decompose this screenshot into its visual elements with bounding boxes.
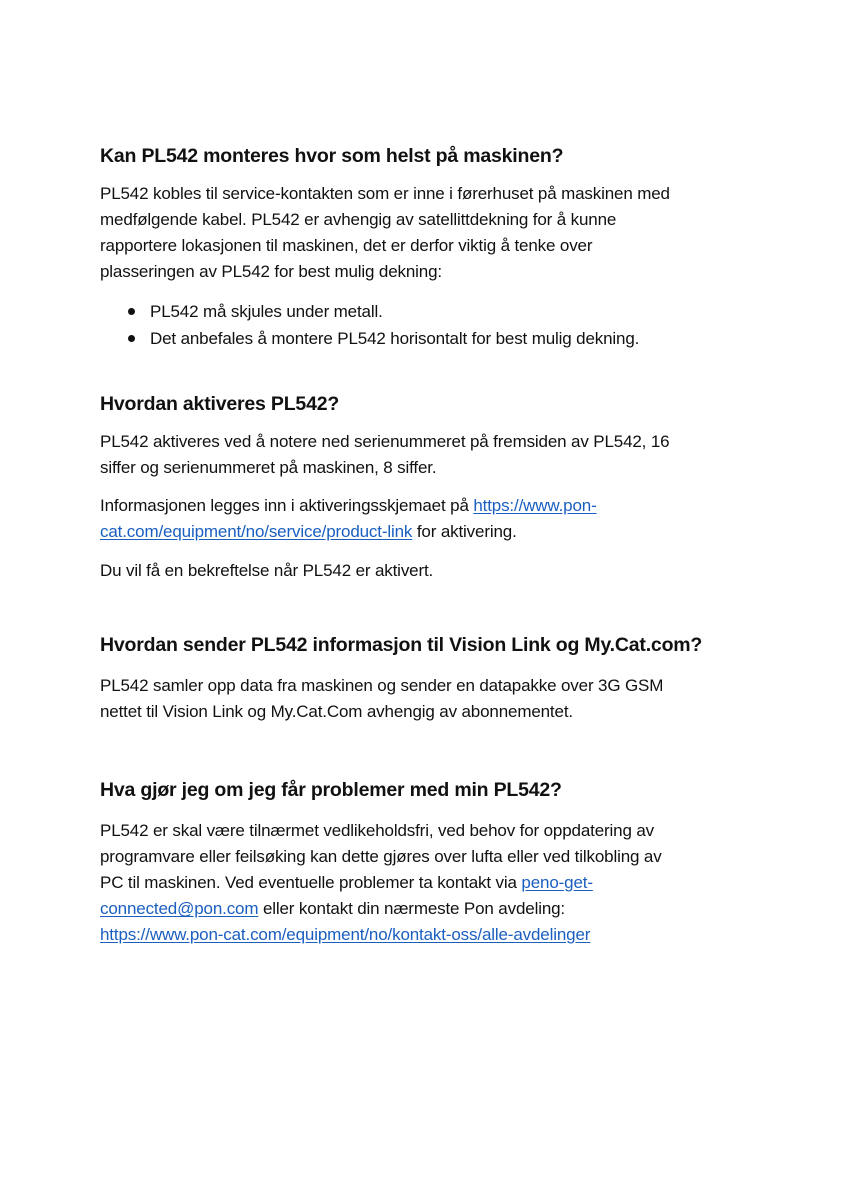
support-email-link[interactable]: peno-get-: [521, 873, 593, 892]
text-fragment: eller kontakt din nærmeste Pon avdeling:: [258, 899, 566, 918]
text-line: plasseringen av PL542 for best mulig dekning:: [100, 262, 442, 281]
bullet-icon: [128, 335, 135, 342]
text-line: [100, 519, 597, 545]
product-link-url[interactable]: https://www.pon-: [473, 496, 597, 515]
heading-mounting: Kan PL542 monteres hvor som helst på maskinen?: [100, 145, 564, 167]
text-line: [100, 493, 597, 519]
departments-link[interactable]: https://www.pon-cat.com/equipment/no/kontakt-oss/alle-avdelinger: [100, 925, 591, 944]
text-line: [100, 870, 662, 896]
list-item: [128, 325, 639, 352]
bullet-icon: [128, 308, 135, 315]
paragraph-data-transfer: [100, 673, 663, 725]
list-item-text: Det anbefales å montere PL542 horisontalt for best mulig dekning.: [150, 329, 640, 348]
text-line: rapportere lokasjonen til maskinen, det er derfor viktig å tenke over: [100, 236, 593, 255]
paragraph-problems: [100, 818, 662, 948]
text-line: PL542 er skal være tilnærmet vedlikeholdsfri, ved behov for oppdatering av: [100, 821, 654, 840]
heading-data-transfer: Hvordan sender PL542 informasjon til Vision Link og My.Cat.com?: [100, 634, 703, 656]
text-line: programvare eller feilsøking kan dette gjøres over lufta eller ved tilkobling av: [100, 847, 662, 866]
product-link-url-continued[interactable]: cat.com/equipment/no/service/product-link: [100, 522, 413, 541]
text-line: [100, 922, 662, 948]
text-line: nettet til Vision Link og My.Cat.Com avhengig av abonnementet.: [100, 702, 573, 721]
text-fragment: PC til maskinen. Ved eventuelle problemer ta kontakt via: [100, 873, 522, 892]
text-line: [100, 896, 662, 922]
text-line: PL542 kobles til service-kontakten som er inne i førerhuset på maskinen med: [100, 184, 670, 203]
text-line: Du vil få en bekreftelse når PL542 er aktivert.: [100, 561, 434, 580]
text-line: medfølgende kabel. PL542 er avhengig av satellittdekning for å kunne: [100, 210, 617, 229]
support-email-link-continued[interactable]: connected@pon.com: [100, 899, 259, 918]
text-line: PL542 aktiveres ved å notere ned serienummeret på fremsiden av PL542, 16: [100, 432, 670, 451]
paragraph-activation-form: [100, 493, 597, 545]
heading-activation: Hvordan aktiveres PL542?: [100, 393, 340, 415]
heading-problems: Hva gjør jeg om jeg får problemer med min PL542?: [100, 779, 562, 801]
text-line: PL542 samler opp data fra maskinen og sender en datapakke over 3G GSM: [100, 676, 664, 695]
text-fragment: for aktivering.: [412, 522, 517, 541]
text-line: siffer og serienummeret på maskinen, 8 siffer.: [100, 458, 437, 477]
bullet-list: [128, 298, 639, 352]
list-item-text: PL542 må skjules under metall.: [150, 302, 383, 321]
paragraph-activation-serial: [100, 429, 669, 481]
list-item: [128, 298, 639, 325]
paragraph-activation-confirmation: [100, 558, 433, 584]
text-fragment: Informasjonen legges inn i aktiveringsskjemaet på: [100, 496, 474, 515]
paragraph-mounting: [100, 181, 670, 285]
